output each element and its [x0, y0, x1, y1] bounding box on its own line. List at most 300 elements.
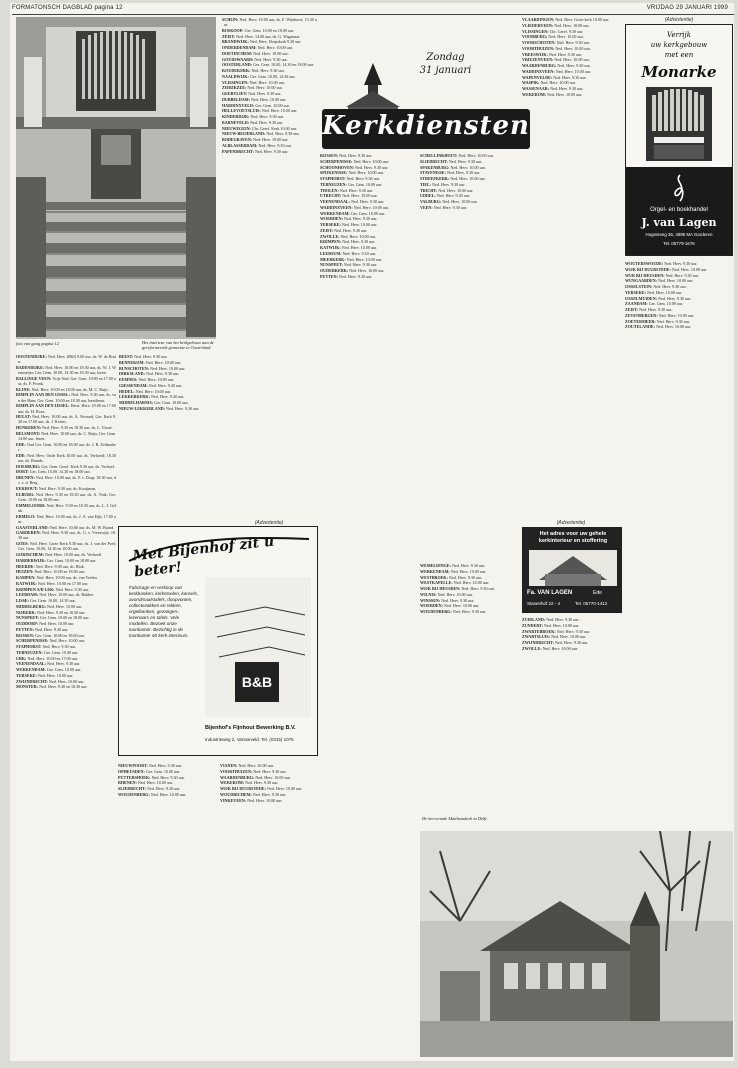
church-exterior-photo [420, 831, 733, 1057]
listing-entry [320, 239, 415, 244]
monarke-ad-label: (Advertentie) [664, 17, 694, 23]
listing-services: Ned. Herv. 9.30 uur. [253, 768, 287, 774]
listing-place: WAPENVELDE: [522, 74, 554, 80]
listing-place: VOORTHUIZEN: [522, 45, 556, 51]
listing-services: Ned. Herv. 10.00 uur. [247, 85, 283, 91]
listing-services: Ned. Herv. 9.30 uur. [258, 142, 292, 148]
listing-place: LISSE: [16, 598, 30, 604]
listing-services: Ned. Herv. 10.00 uur, ds. van Veelen. [36, 575, 98, 581]
listing-entry [222, 34, 317, 39]
listing-entry [320, 222, 415, 227]
listing-place: VIANEN: [220, 763, 239, 768]
listing-place: IJSSELMUIDEN: [625, 295, 659, 301]
listing-services: Ned. Herv. (Blff) 9.00 uur, ds. W. de Bruin. [18, 354, 116, 365]
listing-services: Ned. Herv. 10.00 uur. [551, 634, 587, 640]
listing-services: Ned. Herv. 9.30 en 18.30 uur, ds. L. Visser. [42, 425, 113, 431]
bijenhof-company: Bijenhof's Fijnhout Bewerking B.V. [205, 725, 296, 731]
listing-place: WOUTERSWOUDE: [625, 261, 665, 266]
listing-services: Ned. Herv. 9.30 uur. [452, 609, 487, 614]
listing-place: BALLINGE VEEN: [16, 375, 53, 381]
listing-services: Ned. Herv. 10.00 uur. [444, 603, 480, 609]
listing-place: ZEIST: [625, 307, 640, 312]
listing-services: Ned. Herv. 9.30 uur. [148, 763, 183, 768]
listing-place: NAALDWIJK: [222, 73, 250, 79]
vanlagen-headline: Het adres voor uw gehele kerkinterieur en stoffering [538, 531, 608, 544]
listing-entry [222, 103, 317, 108]
listing-entry [625, 296, 733, 301]
monarke-address: Hogesteeg 36, 3886 MA Garderen [645, 232, 713, 237]
bijenhof-address: Industrieweg 2, Varsseveld. Tel. (0315) 1076 [205, 737, 294, 742]
listing-services: Ned. Herv. 9.30 uur. [148, 382, 183, 388]
listing-entry [222, 62, 317, 67]
listing-services: Ned. Herv. 10.00 uur, ds. Bakker. [39, 592, 95, 598]
listing-services: Ned. Herv. 10.00 uur, ds. A. Verwaal; Ger. Kerk 9.30 en 17.00 uur, ds. J. Koster. [18, 414, 116, 425]
listing-place: OOSTENDIJKE: [16, 354, 48, 359]
listing-entry [220, 775, 318, 780]
listing-services: Ned. Herv. 9.30 uur. [556, 628, 591, 634]
listing-services: Chr. Geref. Kerk 10.00 uur. [251, 125, 297, 131]
listing-place: VOORBURG: [522, 34, 549, 40]
listing-place: GAASTERLAND: [16, 524, 50, 530]
listing-services: Ger. Gem. 10.00, 14.30 uur. [249, 73, 296, 79]
listing-entry [320, 188, 415, 193]
listing-column-6 [220, 763, 318, 1058]
listing-entry [16, 403, 116, 413]
listing-place: UDDEL: [420, 193, 437, 199]
listing-entry [16, 387, 116, 392]
listing-place: SCHERPENISSE: [320, 158, 354, 164]
listing-entry [118, 763, 216, 768]
listing-entry [222, 68, 317, 73]
listing-place: SPAKENBURG: [420, 164, 451, 170]
listing-place: ZAANDAM: [625, 301, 649, 307]
listing-place: WOERDEN: [420, 603, 444, 609]
interior-photo-credit: foto van gang pagina 12 [16, 341, 59, 346]
listing-entry [625, 313, 733, 318]
listing-entry [16, 610, 116, 615]
listing-entry [16, 392, 116, 402]
listing-entry [320, 251, 415, 256]
listing-place: ZWARTSLUIS: [522, 634, 552, 640]
vanlagen-address: Stavenhof 22 - 4 [527, 601, 561, 606]
listing-services: Ned. Herv. 9.30 uur. [432, 181, 466, 187]
listing-place: WERKENDAM: [420, 568, 451, 574]
listing-entry [16, 667, 116, 672]
listing-entry [16, 650, 116, 655]
listing-entry [16, 615, 116, 620]
listing-place: WOUDENBERG: [420, 609, 453, 614]
listing-column-3 [320, 153, 415, 1053]
listing-entry [16, 604, 116, 609]
listing-place: WEKEROM: [220, 780, 246, 786]
bijenhof-illustration [205, 577, 311, 717]
listing-services: Ned. Herv. 9.30 uur. [653, 284, 687, 289]
listing-entry [320, 268, 415, 273]
masthead-title-banner [322, 109, 530, 149]
listing-place: WINSSEN: [420, 597, 442, 603]
listing-place: ELBURG: [16, 491, 37, 497]
listing-entry [522, 17, 620, 22]
listing-entry [222, 97, 317, 102]
listing-place: SCHELLINKHOUT: [420, 153, 459, 158]
listing-services: Ned. Herv. 9.30 uur. [252, 791, 287, 797]
listing-place: URK: [16, 655, 28, 661]
vanlagen-city: Ede [593, 590, 602, 596]
listing-services: Ned. Herv. 10.00 uur. [450, 568, 487, 574]
listing-services: Ned. Herv. 9.30 uur. [656, 318, 691, 324]
header-left: FORMATONSCH DAGBLAD pagina 12 [12, 5, 123, 11]
listing-place: SLIEDRECHT: [420, 158, 449, 164]
listing-place: LEERDAM: [16, 592, 40, 598]
listing-place: ZOETERMEER: [625, 318, 657, 324]
listing-place: WEMELDINGE: [420, 563, 452, 568]
listing-place: STAVENISSE: [420, 170, 448, 176]
listing-entry [625, 307, 733, 312]
listing-entry [16, 587, 116, 592]
listing-entry [625, 273, 733, 278]
listing-entry [16, 633, 116, 638]
listing-entry [420, 598, 518, 603]
bijenhof-body: Fabricage en verkoop van kerkbanken, kerkstoelen, kansels, avondmaalstafels, doopvonten, collectezakken en rekken, orgelbanken, gezangen-, lezenaars en tafels. Vele modellen. Bezoek onze toonkamer. Bezichtig in de toonkamer 60 kerk-interieurs. [129, 585, 199, 638]
listing-services: Ned. Herv. 10.00 uur. [658, 278, 694, 284]
listing-services: Ned. Herv. 10.00 uur. [453, 580, 490, 586]
listing-place: LEKKERKERK: [119, 394, 151, 400]
monarke-brand: Monarke [641, 63, 717, 81]
listing-services: Ned. Herv. 9.30 uur. [346, 176, 380, 181]
listing-services: Ned. Herv. 10.00 uur. [348, 170, 384, 176]
listing-entry [222, 143, 317, 148]
listing-services: Ned. Herv. 10.00 uur. [540, 80, 576, 86]
listing-entry [220, 798, 318, 803]
listing-services: Ned. Herv. 9.30 uur. [134, 354, 168, 359]
interior-photo [16, 17, 216, 339]
listing-entry [16, 442, 116, 452]
interior-photo-caption: Het interieur van het kerkgebouw aan de gereformeerde gemeente te Oosterland. [142, 340, 214, 351]
listing-place: BARNEVELD: [222, 119, 251, 125]
vanlagen-ad-label: (Advertentie) [556, 520, 586, 526]
listing-entry [420, 569, 518, 574]
listing-services: Ned. Herv. 10.00 uur. [247, 797, 283, 803]
listing-entry [420, 188, 518, 193]
listing-services: Ned. Herv. 10.00 uur. [543, 622, 580, 628]
listing-entry [16, 575, 116, 580]
listing-services: Ned. Herv. 9.30 uur. [250, 119, 284, 125]
listing-entry [420, 586, 518, 591]
listing-entry [320, 193, 415, 198]
listing-services: Ned. Herv. 10.00 uur. [346, 256, 383, 262]
listing-entry [222, 17, 317, 27]
listing-services: Ger. Gem. 10.00 uur. [145, 768, 181, 774]
listing-services: Ger. Gem. 10.00 en 18.00 uur. [35, 632, 85, 638]
listing-services: Ned. Herv. 10.00 uur. [450, 176, 486, 181]
listing-services: Ned. Herv. 9.30 uur, ds. Blok. [35, 563, 85, 569]
listing-entry [320, 205, 415, 210]
listing-place: BENNEKOM: [119, 359, 146, 365]
listing-entry [118, 780, 216, 785]
listing-services: Ned. Herv. 10.00 uur. [340, 233, 376, 239]
listing-entry [222, 108, 317, 113]
listing-services: Ned. Herv. 10.00 uur. [353, 158, 389, 164]
listing-services: Ger. Gem. 10.00 uur. [350, 210, 386, 216]
listing-place: KLINE: [16, 386, 32, 392]
listing-entry [522, 640, 620, 645]
listing-place: WAARDENBURG: [522, 63, 558, 68]
listing-column-2-top [222, 17, 317, 517]
listing-entry [420, 153, 518, 158]
listing-services: Ger. Gem. 10.00, 14.30 uur. [30, 598, 76, 604]
listing-services: Ned. Herv. 9.30 uur. [639, 307, 673, 312]
listing-entry [222, 126, 317, 131]
listing-place: BODEGRAVEN: [222, 137, 254, 143]
listing-entry [522, 63, 620, 68]
listing-services: Ned. Herv. 9.30 uur. [166, 405, 200, 411]
listing-place: WILNIS: [420, 591, 438, 597]
listing-entry [119, 377, 217, 382]
listing-place: ZEIST: [320, 227, 335, 233]
listing-place: UTRECHT: [320, 193, 343, 199]
listing-place: DRUNEN: [16, 475, 36, 481]
listing-place: SCHIJN: [222, 17, 240, 22]
listing-place: GORINCHEM: [16, 552, 45, 558]
listing-place: HEDEL: [119, 388, 136, 394]
listing-entry [420, 603, 518, 608]
listing-services: Ned. Herv. 10.00 uur. [49, 638, 85, 644]
listing-services: Ned. Herv. 9.30 uur. [461, 586, 495, 591]
monarke-line2: uw kerkgebouw [650, 41, 708, 49]
listing-entry [222, 45, 317, 50]
listing-place: PUTTERSHOEK: [118, 774, 152, 780]
listing-entry [522, 86, 620, 91]
listing-entry [119, 383, 217, 388]
listing-services: Ned. Herv. 9.30 uur. [342, 239, 376, 245]
listing-place: WADDINXVEEN: [522, 68, 556, 74]
listing-entry [522, 69, 620, 74]
listing-entry [320, 211, 415, 216]
listing-services: Ned. Herv. 9.30 en 18.30 uur. [39, 684, 88, 690]
listing-place: RIMPLIN AAN DEN IJSSEL: [16, 403, 71, 409]
listing-place: ALBLASSERDAM: [222, 142, 259, 148]
listing-place: GIESSENDAM: [119, 382, 149, 388]
listing-entry [16, 541, 116, 551]
listing-services: Ger. Gem. 10.00 uur. [648, 301, 684, 307]
listing-place: SCHOONHOVEN: [320, 164, 356, 170]
listing-entry [16, 425, 116, 430]
masthead-date [408, 51, 483, 77]
listing-services: Ned. Herv. 9.30 uur. [55, 586, 89, 592]
listing-entry [220, 786, 318, 791]
listing-entry [320, 199, 415, 204]
listing-place: TERNEUZEN: [320, 181, 348, 187]
listing-entry [320, 182, 415, 187]
listing-place: KAMPEN: [16, 575, 37, 581]
listing-services: Ned. Herv. 10.00 uur. [555, 68, 592, 74]
listing-entry [119, 366, 217, 371]
listing-place: ZEIST: [222, 33, 237, 39]
listing-entry [420, 609, 518, 614]
listing-services: Oud Ger. Gem. 10.00 en 18.00 uur, ds. J. B. Zeilmaker. [18, 441, 116, 452]
listing-column-8 [420, 563, 518, 813]
newspaper-page [10, 3, 734, 1061]
listing-place: DUBBELDAM: [222, 96, 251, 102]
monarke-line3: met een [664, 51, 694, 59]
listing-services: Ned. Herv. 9.30 uur. [245, 780, 279, 786]
listing-services: Ned. Herv. 9.30 en 18.30 uur, ds. L. J. Geluk. [18, 502, 116, 513]
listing-entry [420, 205, 518, 210]
listing-services: Ned. Herv. 9.30 uur. [42, 644, 76, 650]
monarke-name: J. van Lagen [641, 216, 717, 229]
listing-entry [16, 469, 116, 474]
listing-place: IJSSELSTEIN: [625, 284, 654, 289]
listing-entry [625, 290, 733, 295]
listing-services: Ned. Herv. 9.30 uur. [342, 250, 376, 256]
listing-entry [320, 165, 415, 170]
listing-services: Ned. Herv. 9.30 uur. [441, 597, 475, 603]
listing-place: MIDDELHARNIS: [119, 400, 155, 405]
listing-place: RHENEN: [118, 780, 138, 786]
listing-place: HELLEVOETSLUIS: [222, 108, 262, 114]
listing-services: Ned. Herv. 10.00 uur. [261, 108, 298, 114]
listing-entry [420, 165, 518, 170]
listing-services: Herst. Herv. 10.00 en 17.00 uur, ds. H. Roos. [18, 403, 116, 414]
listing-services: Ned. Herv. 9.30 uur. [251, 68, 285, 74]
listing-column-5 [118, 763, 216, 1058]
listing-place: WERKENDAM: [320, 210, 351, 216]
listing-column-2 [119, 354, 217, 524]
listing-entry [625, 267, 733, 272]
listing-entry [522, 617, 620, 622]
listing-entry [522, 57, 620, 62]
listing-services: Ned. Herv. 9.30 uur. [254, 56, 288, 62]
listing-services: Ned. Herv. 9.30 uur. [146, 786, 181, 791]
listing-place: RIMPLIN AAN DEN IJSSEL: [16, 392, 72, 398]
listing-entry [522, 75, 620, 80]
listing-services: Ned. Herv. 10.00 uur. [238, 763, 274, 768]
listing-services: Ned. Herv. 10.00 uur. [47, 603, 83, 609]
listing-place: ZWOLLE: [522, 645, 543, 651]
listing-entry [625, 319, 733, 324]
header-rule [12, 14, 734, 15]
listing-entry [118, 769, 216, 774]
listing-place: ZEVENBERGEN: [625, 312, 659, 318]
listing-services: Ned. Herv. 9.30 uur. [248, 91, 282, 97]
listing-place: WESTKAPELLE: [420, 580, 454, 586]
listing-entry [320, 216, 415, 221]
listing-place: KATWIJK: [16, 580, 38, 586]
listing-place: WOUDENBERG: [118, 791, 151, 797]
listing-place: NIEUWPOORT: [118, 763, 149, 768]
listing-entry [522, 23, 620, 28]
listing-place: KOUDEKERK: [222, 68, 252, 74]
listing-place: KRIMPEN: [320, 239, 343, 245]
listing-place: PAPENDRECHT: [222, 148, 255, 154]
listing-services: Ned. Herv. 9.30 uur. [448, 158, 483, 164]
listing-place: NIEUWEGEIN: [222, 125, 252, 131]
listing-entry [522, 629, 620, 634]
listing-entry [16, 644, 116, 649]
listing-entry [16, 679, 116, 684]
listing-services: Ned. Herv. 10.00 en 17.00 uur. [37, 580, 89, 586]
vanlagen-company: Fa. VAN LAGEN [527, 590, 573, 596]
listing-place: LEERSUM: [320, 250, 343, 256]
listing-place: WASSENAAR: [522, 86, 551, 91]
listing-place: WIJK BIJ DUURSTEDE: [220, 786, 267, 791]
listing-entry [16, 569, 116, 574]
listing-services: Ned. Herv. 9.30 uur, ds. G. v. Vreeswijk; 18.30 uur. [18, 530, 116, 541]
listing-entry [222, 28, 317, 33]
listing-place: GARDEREN: [16, 530, 42, 536]
listing-services: Ned. Herv. 10.00 uur. [39, 621, 75, 627]
listing-services: Ned. Herv. 10.00 uur. [458, 153, 494, 158]
listing-entry [16, 464, 116, 469]
listing-entry [119, 400, 217, 405]
listing-services: Ned. Herv. 10.00 uur. [49, 678, 85, 684]
listing-services: Ger. Gem. Geref. Kerk 9.30 uur, ds. Verhoef. [41, 463, 116, 469]
listing-place: EDE: [16, 452, 28, 458]
listing-services: Ger. Gem. 10.00 uur. [43, 649, 79, 655]
listing-services: Ned. Herv. Oude Kerk 10.00 uur, ds. Verhoeff; 18.30 uur, ds. Brands. [18, 452, 116, 463]
listing-entry [16, 492, 116, 502]
listing-entry [16, 376, 116, 386]
listing-place: OOSTERLAND: [222, 62, 254, 68]
listing-services: Ned. Herv. 14.00 uur, ds. G. Wagenaar. [236, 33, 301, 39]
listing-entry [119, 360, 217, 365]
listing-place: THOLEN: [320, 187, 340, 193]
listing-entry [16, 354, 116, 364]
listing-place: SLIEDRECHT: [118, 786, 147, 791]
listing-place: BADENDIJKE: [16, 364, 46, 370]
listing-place: MONSTER: [16, 684, 40, 690]
listing-entry [420, 170, 518, 175]
monarke-phone: Tel. 05779-1676 [663, 241, 695, 246]
listing-services: Ger. Gem. 10.00, 14.30 en 18.00 uur. [29, 469, 91, 475]
listing-services: Ned. Herv. 9.30 uur. [151, 774, 185, 780]
listing-services: Ned. Herv. 10.00 uur. [671, 266, 708, 272]
listing-entry [222, 137, 317, 142]
listing-place: OUDERKERK: [320, 268, 350, 273]
listing-services: Ned. Herv. 9.30 uur. [658, 295, 692, 301]
listing-services: Ned. Herv. 9.30 uur. [339, 153, 373, 158]
listing-place: WAARDENBURG: [220, 774, 256, 780]
listing-services: Ned. Herv. 10.00 uur. [353, 204, 390, 210]
listing-place: VRIEZENVEEN: [522, 57, 555, 63]
listing-place: YERSEKE: [625, 289, 647, 295]
listing-services: Ned. Herv. 9.30 uur. [343, 262, 378, 268]
listing-place: EEMNES: [119, 377, 139, 382]
listing-entry [625, 301, 733, 306]
listing-entry [16, 503, 116, 513]
listing-services: Ger. Gem. 10.00, 14.30 en 18.00 uur. [253, 62, 314, 68]
listing-entry [625, 278, 733, 283]
listing-entry [16, 514, 116, 524]
listing-entry [16, 475, 116, 485]
listing-entry [625, 284, 733, 289]
listing-services: Ned. Herv. 10.00 uur. [548, 34, 584, 40]
listing-entry [16, 564, 116, 569]
listing-place: WIJK BIJ DUURSTEDE: [625, 266, 672, 272]
listing-place: GOES: [16, 541, 30, 547]
listing-services: Ned. Herv. 10.00 uur. [135, 388, 172, 394]
listing-services: Ned. Herv. 9.30 uur. [150, 394, 185, 400]
listing-place: WASPIK: [522, 80, 541, 86]
listing-entry [320, 228, 415, 233]
listing-entry [522, 634, 620, 639]
listing-place: RIJSSEN: [320, 153, 340, 158]
listing-entry [522, 46, 620, 51]
vanlagen-church-ad [522, 527, 622, 613]
listing-entry [420, 182, 518, 187]
listing-place: DOETINCHEM: [222, 50, 254, 56]
vanlagen-building-illustration [529, 550, 617, 586]
